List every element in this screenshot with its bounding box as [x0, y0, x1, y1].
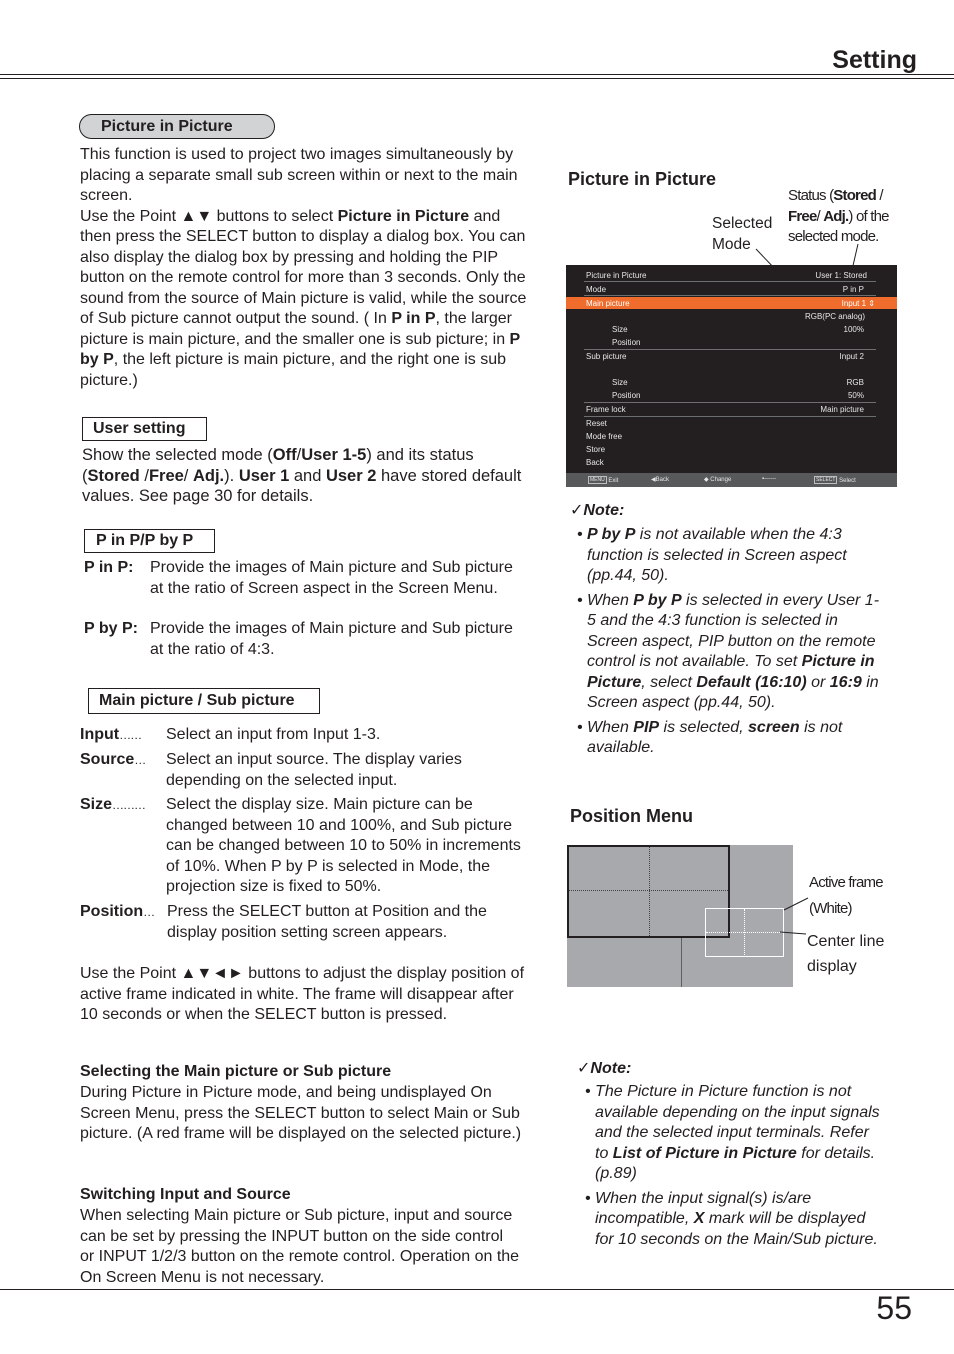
bold-term: PIP	[633, 718, 660, 736]
osd-row-sub-picture[interactable]: Sub picture	[586, 352, 627, 361]
note2-list	[585, 1082, 885, 1250]
osd-hint-exit: MENU Exit	[590, 477, 619, 484]
osd-status: User 1: Stored	[815, 271, 867, 280]
active-frame-callout	[809, 870, 883, 922]
bold-term: Default (16:10)	[696, 673, 807, 691]
callout-status-line3: selected mode.	[788, 228, 879, 245]
size-term: Size………	[80, 796, 146, 813]
bold-term: X	[693, 1210, 705, 1227]
osd-bottom-bar	[566, 473, 897, 487]
position-term: Position…	[80, 903, 155, 920]
osd-row-sub-size[interactable]: Size	[612, 378, 628, 387]
osd-row-sub-position[interactable]: Position	[612, 391, 641, 400]
bold-term: 16:9	[829, 673, 862, 691]
main-center-line-h	[569, 890, 728, 891]
user-setting-text: Show the selected mode (Off/User 1-5) and its status (Stored /Free/ Adj.). User 1 and User 2 have stored default values. See page 30 for details.	[82, 446, 522, 505]
intro-paragraph: This function is used to project two images simultaneously by placing a separate small sub screen within or next to the main screen. Use the Point ▲▼ buttons to select Picture in Picture and then press the SELECT button to display a dialog box. You can also display the dialog box by pressing and holding the PIP button on the remote control for more than 3 seconds. Only the sound from the source of Main picture is valid, while the source of Sub picture cannot output the sound. ( In P in P, the larger picture is main picture, and the smaller one is sub picture; in P by P, the left picture is main picture, and the right one is sub picture.)	[80, 146, 527, 389]
note1-heading: ✓Note:	[570, 502, 625, 519]
note1-item: • When PIP is selected, screen is not available.	[577, 718, 843, 756]
osd-value-sub-size: 50%	[847, 391, 864, 400]
osd-separator	[584, 281, 876, 282]
callout-status-line1: Status (Stored /	[788, 187, 883, 204]
pbyp-term: P by P:	[84, 620, 138, 637]
osd-row-mode[interactable]: Mode	[586, 285, 607, 294]
osd-value-main-picture: Input 1 ⇕	[841, 299, 875, 308]
bold-term: Free	[148, 466, 184, 485]
bold-term: User 1-5	[301, 446, 367, 464]
selecting-heading: Selecting the Main picture or Sub picture	[80, 1063, 392, 1080]
osd-separator	[584, 402, 876, 403]
bold-term: Off	[272, 446, 297, 464]
bold-term: P by P	[587, 526, 636, 543]
callout-status-line2: Free/ Adj.) of the	[788, 207, 889, 225]
selecting-text: During Picture in Picture mode, and being undisplayed On Screen Menu, press the SELECT button to select Main or Sub picture. (A red frame will be displayed on the selected picture.)	[80, 1084, 522, 1142]
bold-term: P by P	[80, 330, 520, 368]
bold-term: Picture in Picture	[587, 653, 875, 691]
pinp-desc: Provide the images of Main picture and Sub picture at the ratio of Screen aspect in the Screen Menu.	[150, 559, 513, 597]
bold-term: List of Picture in Picture	[612, 1144, 797, 1162]
bold-term: Stored	[87, 466, 140, 485]
osd-row-main-position[interactable]: Position	[612, 338, 641, 347]
footer-rule	[0, 1289, 954, 1290]
bold-term: User 1	[238, 466, 290, 485]
osd-hint-select: SELECT Select	[816, 477, 856, 484]
pip-osd-menu	[566, 265, 897, 487]
active-frame-line1: Active frame	[809, 874, 883, 891]
switching-heading: Switching Input and Source	[80, 1186, 291, 1203]
bold-term: P by P	[633, 591, 682, 609]
center-line-line2: display	[807, 958, 857, 975]
pinp-label: P in P/P by P	[84, 529, 215, 553]
switching-text: When selecting Main picture or Sub picture, input and source can be set by pressing the INPUT button on the side control or INPUT 1/2/3 button on the remote control. Operation on the On Screen Menu is not necessary.	[80, 1207, 520, 1286]
bold-term: Adj.	[823, 207, 849, 225]
input-desc: Select an input from Input 1-3.	[166, 726, 381, 743]
bold-term: Free	[788, 207, 817, 225]
osd-value-main-size: 100%	[843, 325, 864, 334]
bold-term: Stored	[833, 187, 877, 204]
position-adjust-text: Use the Point ▲▼◄► buttons to adjust the display position of active frame indicated in white. The frame will disappear after 10 seconds or when the SELECT button is pressed.	[80, 965, 525, 1023]
osd-row-reset[interactable]: Reset	[586, 419, 607, 428]
osd-separator	[584, 295, 876, 296]
position-menu-heading: Position Menu	[570, 806, 693, 826]
active-frame-line2: (White)	[809, 900, 852, 917]
size-desc: Select the display size. Main picture can be changed between 10 and 100%, and Sub picture can be changed between 10 to 50% in increments of 10%. When P by P is selected in Mode, the projection size is fixed to 50%.	[166, 796, 521, 895]
osd-value-main-source: RGB(PC analog)	[804, 312, 865, 321]
section-pill-picture-in-picture: Picture in Picture	[79, 114, 275, 139]
osd-row-frame-lock[interactable]: Frame lock	[586, 405, 626, 414]
center-line-callout	[807, 929, 884, 979]
osd-hint-dash: ▪------	[762, 476, 777, 482]
note2-item: • The Picture in Picture function is not available depending on the input signals and the selected input terminals. Refer to List of Picture in Picture for details. (p.89)	[585, 1083, 880, 1182]
pip-heading: Picture in Picture	[568, 169, 717, 189]
bold-term: P in P	[391, 310, 436, 327]
pbyp-desc: Provide the images of Main picture and Sub picture at the ratio of 4:3.	[150, 620, 513, 658]
osd-value-mode: P in P	[842, 285, 864, 294]
osd-separator	[584, 349, 876, 350]
mainsub-label: Main picture / Sub picture	[88, 688, 320, 714]
page-number: 55	[876, 1290, 912, 1326]
bold-term: screen	[748, 718, 800, 736]
note1-list	[577, 525, 882, 759]
bold-term: Picture in Picture	[337, 207, 470, 225]
osd-row-main-picture[interactable]: Main picture	[586, 299, 630, 308]
main-center-line-v	[649, 847, 650, 936]
callout-mode-line1: Selected	[712, 215, 773, 232]
osd-row-back[interactable]: Back	[586, 458, 604, 467]
position-desc: Press the SELECT button at Position and the display position setting screen appears.	[167, 903, 487, 941]
note2-item: • When the input signal(s) is/are incompatible, X mark will be displayed for 10 seconds on the Main/Sub picture.	[585, 1189, 878, 1248]
note1-item: • P by P is not available when the 4:3 function is selected in Screen aspect (pp.44, 50).	[577, 526, 847, 584]
osd-hint-back: ◀Back	[651, 477, 669, 483]
header-rule-bottom	[0, 78, 954, 79]
source-desc: Select an input source. The display varies depending on the selected input.	[166, 751, 462, 789]
osd-separator	[584, 416, 876, 417]
osd-value-sub-picture: Input 2	[839, 352, 864, 361]
osd-row-store[interactable]: Store	[586, 445, 606, 454]
osd-row-main-size[interactable]: Size	[612, 325, 628, 334]
note1-item: • When P by P is selected in every User 1-5 and the 4:3 function is selected in Screen aspect, PIP button on the remote control is not available. To set Picture in Picture, select Default (16:10) or 16:9 in Screen aspect (pp.44, 50).	[577, 591, 880, 711]
input-term: Input……	[80, 726, 142, 743]
header-rule-top	[0, 74, 954, 75]
osd-hint-change: ◆ Change	[704, 477, 732, 483]
osd-value-frame-lock: Main picture	[820, 405, 864, 414]
page-title: Setting	[832, 46, 917, 74]
bold-term: Adj.	[192, 466, 225, 485]
osd-value-sub-source: RGB	[846, 378, 864, 387]
callout-mode-line2: Mode	[712, 235, 751, 253]
user-setting-label: User setting	[82, 417, 207, 441]
source-term: Source…	[80, 751, 146, 768]
note2-heading: ✓Note:	[577, 1060, 632, 1077]
osd-row-mode-free[interactable]: Mode free	[586, 432, 623, 441]
osd-title: Picture in Picture	[586, 271, 647, 280]
bold-term: User 2	[325, 466, 377, 485]
pinp-term: P in P:	[84, 559, 134, 576]
center-line-line1: Center line	[807, 933, 885, 950]
